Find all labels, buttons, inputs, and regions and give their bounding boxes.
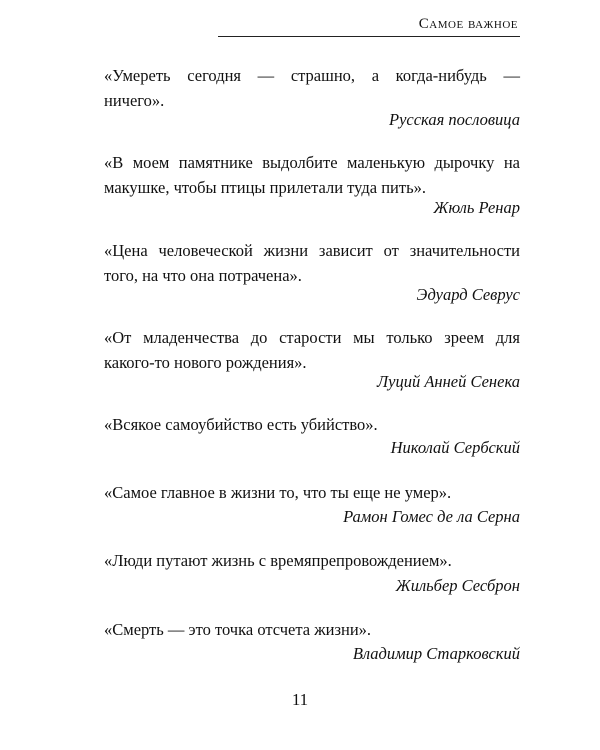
quote-author: Жильбер Сесброн	[395, 576, 520, 595]
quote-line: макушке, чтобы птицы прилетали туда пить».	[104, 178, 426, 197]
quote-text	[104, 325, 520, 375]
quote-author: Русская пословица	[389, 110, 520, 129]
quote-line: какого-то нового рождения».	[104, 353, 307, 372]
quote-author: Владимир Старковский	[352, 644, 520, 663]
quote-line: «Самое главное в жизни то, что ты еще не умер».	[104, 483, 452, 502]
quote-line: «Цена человеческой жизни зависит от значительности	[104, 241, 520, 260]
quote-line: «Смерть — это точка отсчета жизни».	[104, 620, 372, 639]
quote-text	[104, 150, 520, 200]
quote-author: Жюль Ренар	[433, 198, 520, 217]
header-rule	[218, 36, 520, 37]
quote-line: «Люди путают жизнь с времяпрепровождением».	[104, 551, 452, 570]
running-header: Самое важное	[418, 16, 518, 32]
quote-text	[104, 617, 520, 642]
quote-text	[104, 412, 520, 437]
quote-text	[104, 480, 520, 505]
quote-line: «В моем памятнике выдолбите маленькую дырочку на	[104, 153, 520, 172]
quote-line: того, на что она потрачена».	[104, 266, 302, 285]
quote-author: Луций Анней Сенека	[376, 372, 520, 391]
quote-author: Рамон Гомес де ла Серна	[343, 507, 520, 526]
quote-line: «От младенчества до старости мы только зреем для	[104, 328, 520, 347]
quote-text	[104, 63, 520, 113]
quote-author: Эдуард Севрус	[416, 285, 520, 304]
quote-text	[104, 548, 520, 573]
quote-text	[104, 238, 520, 288]
quote-line: «Всякое самоубийство есть убийство».	[104, 415, 378, 434]
quote-line: «Умереть сегодня — страшно, а когда-нибудь —	[104, 66, 520, 85]
page-number: 11	[291, 690, 309, 709]
quote-line: ничего».	[104, 91, 165, 110]
quote-author: Николай Сербский	[390, 438, 520, 457]
